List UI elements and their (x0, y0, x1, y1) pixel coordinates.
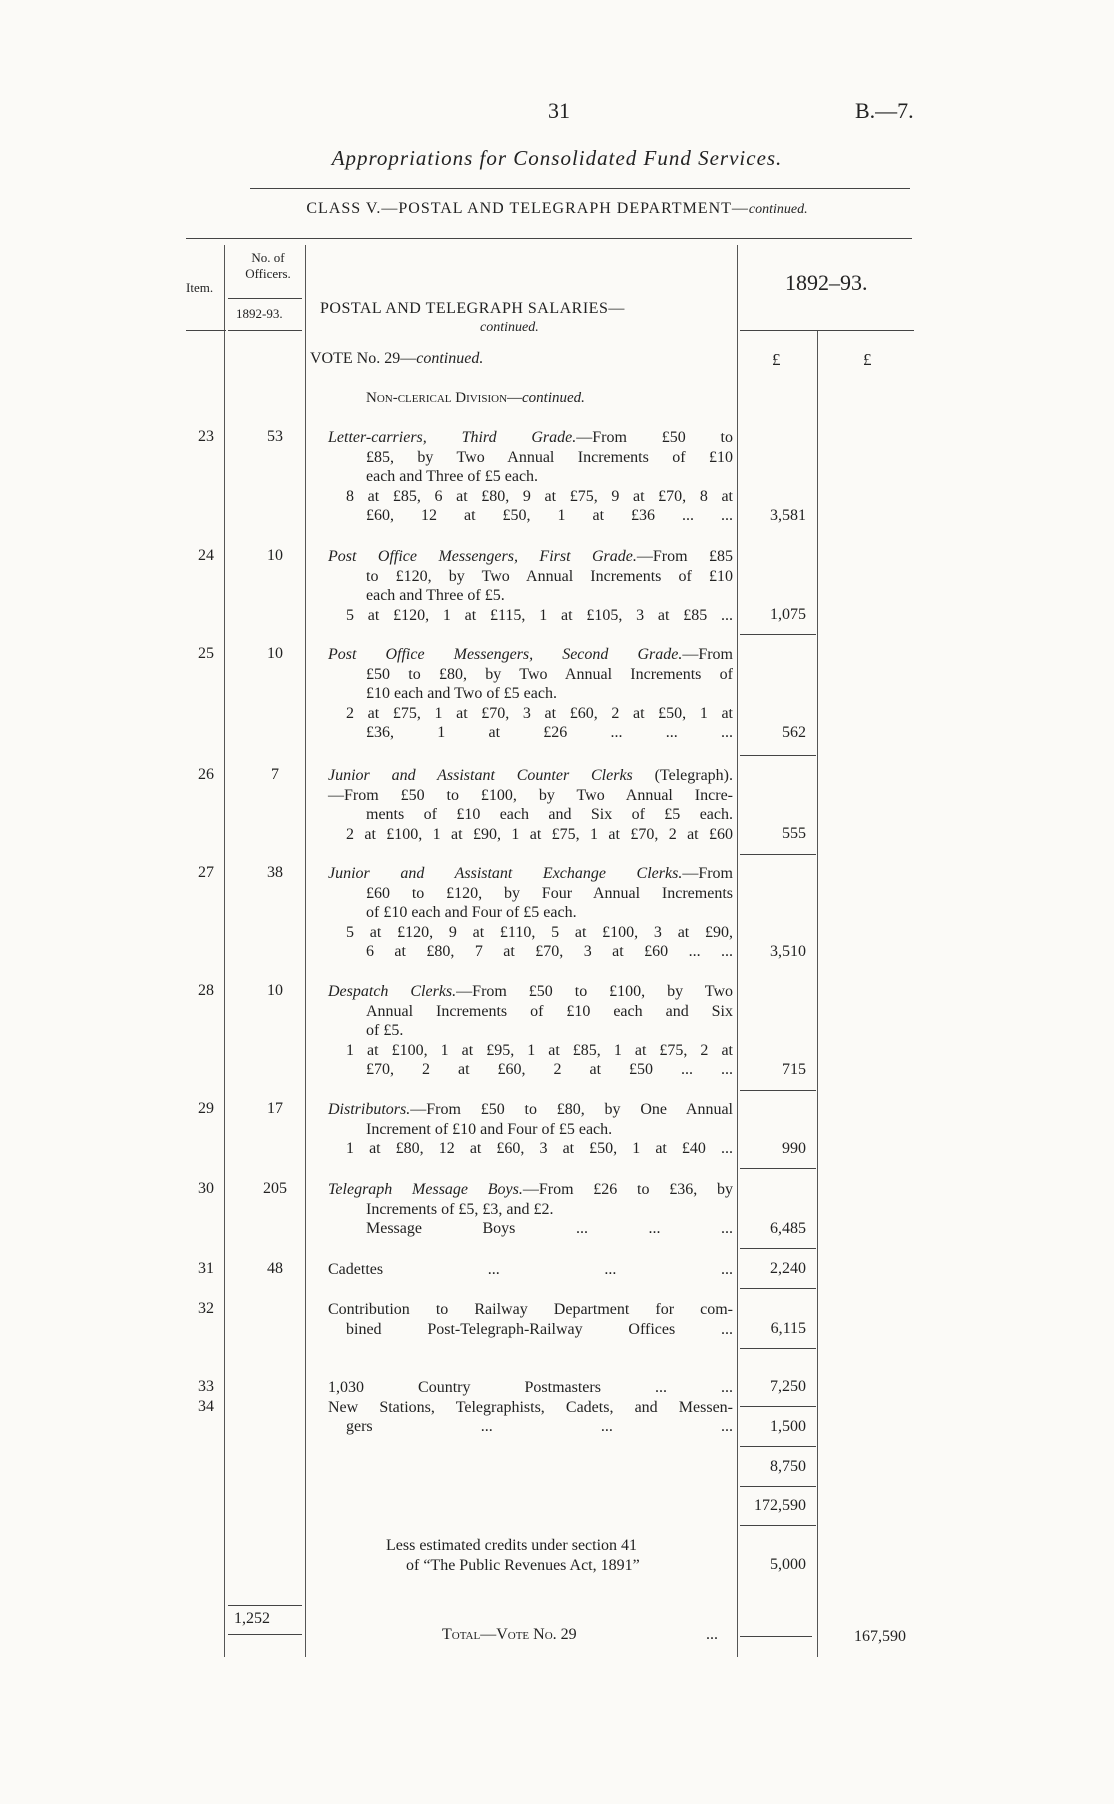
item-number: 25 (198, 645, 214, 662)
item-number: 26 (198, 766, 214, 783)
item-description: Junior and Assistant Counter Clerks (Telegraph). —From £50 to £100, by Two Annual Incre- ments of £10 each and Six of £5 each. 2 at £100, 1 at £90, 1 at £75, 1 at £70, 2 at £60 (328, 767, 733, 843)
total-dots: ... (706, 1626, 718, 1643)
page-title: Appropriations for Consolidated Fund Services. (331, 146, 783, 170)
item-amount: 715 (782, 1061, 806, 1078)
item-description: Distributors.—From £50 to £80, by One Annual Increment of £10 and Four of £5 each. 1 at £80, 12 at £60, 3 at £50, 1 at £40 ... (328, 1101, 733, 1157)
column-divider-subamount (817, 330, 818, 1657)
item-number: 32 (198, 1300, 214, 1317)
item-amount: 990 (782, 1140, 806, 1157)
item-description: Telegraph Message Boys.—From £26 to £36, by Increments of £5, £3, and £2. Message Boys ... ... ... (328, 1181, 733, 1237)
class-heading: CLASS V.—POSTAL AND TELEGRAPH DEPARTMENT—continued. (306, 200, 808, 217)
item-number: 28 (198, 982, 214, 999)
amount-rule (740, 1090, 816, 1091)
less-credits-text: Less estimated credits under section 41 of “The Public Revenues Act, 1891” (386, 1537, 640, 1574)
item-description: Post Office Messengers, First Grade.—From £85 to £120, by Two Annual Increments of £10 each and Three of £5. 5 at £120, 1 at £115, 1 at £105, 3 at £85 ... (328, 548, 734, 624)
officers-year: 1892-93. (236, 306, 283, 321)
officers-count: 205 (263, 1180, 287, 1197)
total-officers-rule (228, 1605, 302, 1606)
item-number: 34 (198, 1398, 214, 1415)
gross-total-amount: 172,590 (754, 1497, 806, 1514)
title-rule (250, 188, 910, 189)
amount-rule (740, 1168, 816, 1169)
less-credits-amount: 5,000 (770, 1556, 806, 1573)
officers-count: 38 (267, 864, 283, 881)
amount-rule (740, 854, 816, 855)
item-description: Contribution to Railway Department for com- bined Post-Telegraph-Railway Offices ... (328, 1301, 733, 1338)
year-header-rule (740, 330, 914, 331)
amount-rule (740, 1288, 816, 1289)
currency-symbol-2: £ (863, 350, 872, 369)
total-label: Total—Vote No. 29 (442, 1626, 577, 1643)
item-amount: 2,240 (770, 1260, 806, 1277)
officers-count: 10 (267, 982, 283, 999)
item-amount: 3,510 (770, 943, 806, 960)
item-amount: 555 (782, 825, 806, 842)
amount-rule (740, 1525, 816, 1526)
amount-rule (740, 1446, 816, 1447)
officers-count: 10 (267, 645, 283, 662)
item-number: 33 (198, 1378, 214, 1395)
item-amount: 562 (782, 724, 806, 741)
item-number: 23 (198, 428, 214, 445)
item-number: 24 (198, 547, 214, 564)
amount-rule (740, 1348, 816, 1349)
officers-count: 7 (271, 766, 279, 783)
item-amount: 3,581 (770, 507, 806, 524)
amount-rule (740, 1406, 816, 1407)
item-description: Despatch Clerks.—From £50 to £100, by Two Annual Increments of £10 each and Six of £5. 1 at £100, 1 at £95, 1 at £85, 1 at £75, 2 at £70, 2 at £60, 2 at £50 ... ... (328, 983, 734, 1078)
column-divider-officers (305, 245, 306, 1657)
section-continued: continued. (480, 320, 539, 335)
total-officers-bottom-rule (228, 1634, 302, 1635)
vote-line: VOTE No. 29—continued. (310, 350, 484, 367)
column-divider-item (224, 245, 225, 1657)
division-heading: Non-clerical Division—continued. (366, 390, 585, 406)
item-description: Post Office Messengers, Second Grade.—From £50 to £80, by Two Annual Increments of £10 each and Two of £5 each. 2 at £75, 1 at £70, 3 at £60, 2 at £50, 1 at £36, 1 at £26 ... ... ... (328, 646, 733, 741)
item-column-header: Item. (186, 280, 214, 295)
item-description: Cadettes ... ... ... (328, 1261, 733, 1278)
officers-header-rule (228, 298, 302, 299)
officers-column-header: No. of Officers. (245, 250, 291, 281)
item-amount: 1,500 (770, 1418, 806, 1435)
item-amount: 7,250 (770, 1378, 806, 1395)
amount-rule (740, 634, 816, 635)
item-description: Letter-carriers, Third Grade.—From £50 to £85, by Two Annual Increments of £10 each and Three of £5 each. 8 at £85, 6 at £80, 9 at £75, 9 at £70, 8 at £60, 12 at £50, 1 at £36 ... ... (328, 429, 733, 524)
item-number: 29 (198, 1100, 214, 1117)
item-amount: 6,115 (770, 1320, 806, 1337)
officers-count: 17 (267, 1100, 283, 1117)
item-amount: 1,075 (770, 606, 806, 623)
table-top-rule (186, 238, 912, 239)
item-amount: 6,485 (770, 1220, 806, 1237)
amount-rule (740, 1248, 816, 1249)
officers-header-bottom-rule (228, 330, 302, 331)
net-total-amount: 167,590 (854, 1628, 906, 1645)
total-rule (740, 1636, 812, 1637)
item-description: 1,030 Country Postmasters ... ... New Stations, Telegraphists, Cadets, and Messen- gers ... ... ... (328, 1379, 733, 1435)
currency-symbol-1: £ (772, 350, 781, 369)
document-reference: B.—7. (855, 98, 914, 123)
amount-rule (740, 755, 816, 756)
officers-count: 10 (267, 547, 283, 564)
year-column-header: 1892–93. (785, 270, 868, 295)
item-description: Junior and Assistant Exchange Clerks.—From £60 to £120, by Four Annual Increments of £10 each and Four of £5 each. 5 at £120, 9 at £110, 5 at £100, 3 at £90, 6 at £80, 7 at £70, 3 at £60 ... ... (328, 865, 733, 960)
item-number: 30 (198, 1180, 214, 1197)
item-number: 27 (198, 864, 214, 881)
officers-count: 48 (267, 1260, 283, 1277)
amount-rule (740, 1486, 816, 1487)
section-title: POSTAL AND TELEGRAPH SALARIES— (320, 300, 625, 317)
officers-count: 53 (267, 428, 283, 445)
item-number: 31 (198, 1260, 214, 1277)
page-number: 31 (548, 98, 570, 123)
subtotal-amount: 8,750 (770, 1458, 806, 1475)
item-header-rule (186, 330, 226, 331)
total-officers: 1,252 (234, 1610, 270, 1627)
